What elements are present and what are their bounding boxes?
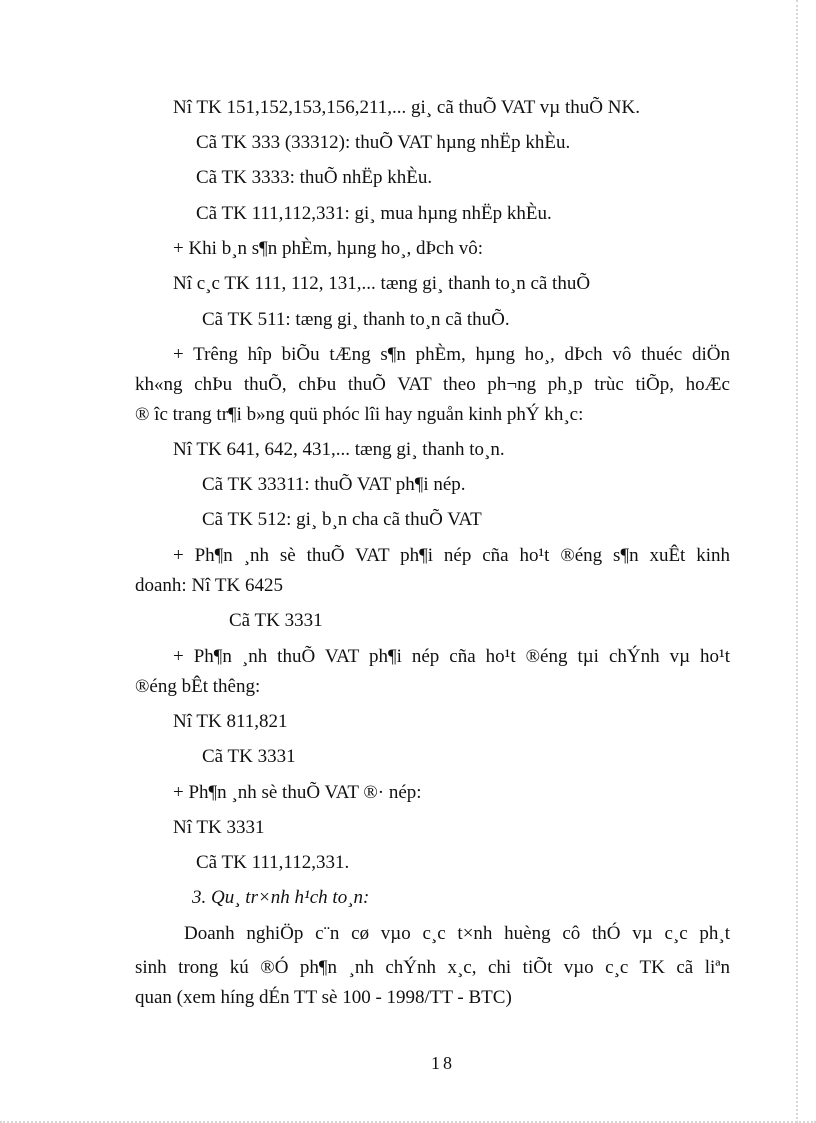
text-line: Cã TK 511: tæng gi¸ thanh to¸n cã thuÕ. <box>202 309 510 330</box>
text-line: Nî TK 3331 <box>173 817 265 838</box>
text-line: sinh trong kú ®Ó ph¶n ¸nh chÝnh x¸c, chi tiÕt vµo c¸c TK cã liªn <box>135 957 730 978</box>
text-line: Nî TK 811,821 <box>173 711 288 732</box>
text-line: Cã TK 333 (33312): thuÕ VAT hµng nhËp khÈu. <box>196 132 571 153</box>
page-border-right <box>796 0 798 1123</box>
text-line: Cã TK 111,112,331: gi¸ mua hµng nhËp khÈu. <box>196 203 552 224</box>
text-line: + Ph¶n ¸nh thuÕ VAT ph¶i nép cña ho¹t ®éng tµi chÝnh vµ ho¹t <box>173 646 730 667</box>
text-line: kh«ng chÞu thuÕ, chÞu thuÕ VAT theo ph¬ng ph¸p trùc tiÕp, hoÆc <box>135 374 730 395</box>
text-line: Nî TK 641, 642, 431,... tæng gi¸ thanh to¸n. <box>173 439 505 460</box>
text-line: Cã TK 3333: thuÕ nhËp khÈu. <box>196 167 433 188</box>
text-line: + Ph¶n ¸nh sè thuÕ VAT ph¶i nép cña ho¹t ®éng s¶n xuÊt kinh <box>173 545 730 566</box>
text-line: Nî TK 151,152,153,156,211,... gi¸ cã thuÕ VAT vµ thuÕ NK. <box>173 97 640 118</box>
text-line: Cã TK 111,112,331. <box>196 852 350 873</box>
section-heading: 3. Qu¸ tr×nh h¹ch to¸n: <box>192 887 370 908</box>
text-line: ®éng bÊt thêng: <box>135 676 261 697</box>
text-line: Nî c¸c TK 111, 112, 131,... tæng gi¸ thanh to¸n cã thuÕ <box>173 273 591 294</box>
text-line: Doanh nghiÖp c¨n cø vµo c¸c t×nh huèng cô thÓ vµ c¸c ph¸t <box>184 923 730 944</box>
page-number: 18 <box>431 1053 455 1073</box>
text-line: Cã TK 3331 <box>202 746 296 767</box>
text-line: Cã TK 512: gi¸ b¸n cha cã thuÕ VAT <box>202 509 482 530</box>
text-line: quan (xem híng dÉn TT sè 100 - 1998/TT - BTC) <box>135 987 512 1008</box>
text-line: Cã TK 33311: thuÕ VAT ph¶i nép. <box>202 474 466 495</box>
text-line: ® îc trang tr¶i b»ng quü phóc lîi hay nguån kinh phÝ kh¸c: <box>135 404 584 425</box>
text-line: + Khi b¸n s¶n phÈm, hµng ho¸, dÞch vô: <box>173 238 483 259</box>
text-line: doanh: Nî TK 6425 <box>135 575 283 596</box>
text-line: + Ph¶n ¸nh sè thuÕ VAT ®· nép: <box>173 782 422 803</box>
text-line: + Trêng hîp biÕu tÆng s¶n phÈm, hµng ho¸, dÞch vô thuéc diÖn <box>173 344 730 365</box>
text-line: Cã TK 3331 <box>229 610 323 631</box>
